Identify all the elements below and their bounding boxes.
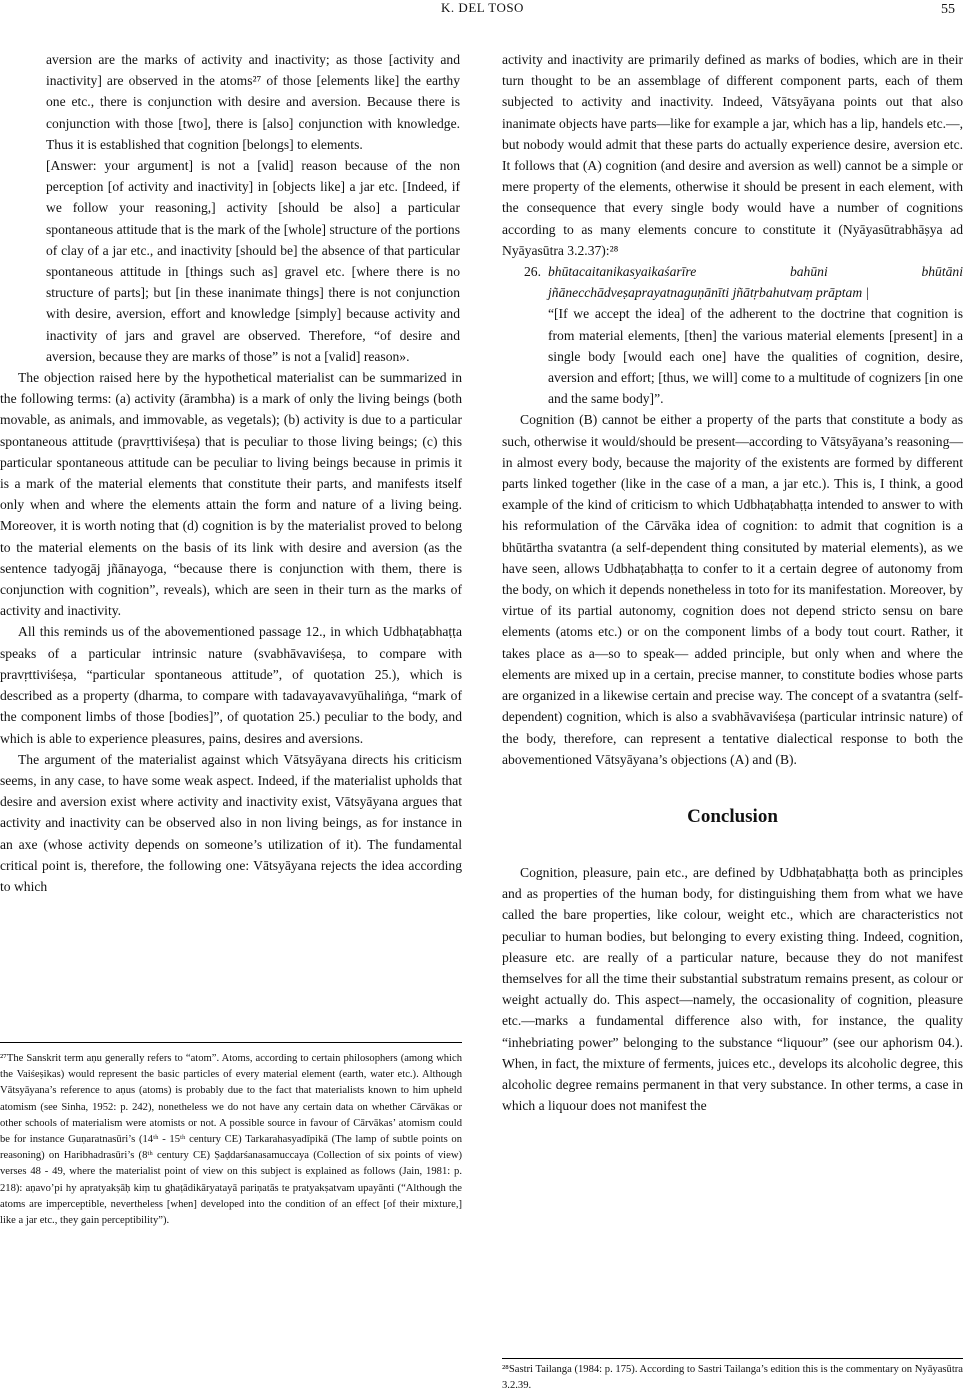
footnote-28 [502, 1358, 963, 1394]
body-paragraph: The argument of the materialist against which Vātsyāyana directs his criticism seems, in any case, to have some weak aspect. Indeed, if the materialist upholds that desire and aversion exist where activity and inactivity exist, Vātsyāyana argues that activity and inactivity can be observed also in non living beings, as for instance in an axe (whose activity depends on someone’s utilization of it). The fundamental critical point is, therefore, the following one: Vātsyāyana rejects the idea according to which [0, 751, 462, 894]
body-paragraph: The objection raised here by the hypothetical materialist can be summarized in the following terms: (a) activity (ārambha) is a mark of only the living beings (both movable, as animals, and immovable, as vegetals); (b) activity is due to a particular spontaneous attitude (pravṛttiviśeṣa) that is peculiar to those living beings; (c) this particular spontaneous attitude can be peculiar to living beings because in primis it is a mark of the material elements that constitute their parts, and manifests itself only when and where the elements attain the form and nature of a living being. Moreover, it is worth noting that (d) cognition is by the materialist proved to belong to the material elements on the basis of its link with desire and aversion (as the sentence tadyogāj jñānayoga, “because there is conjunction with them, there is conjunction with cognition”, reveals), which are seen in their turn as the marks of activity and inactivity. [0, 370, 462, 619]
quote-number: 26. [524, 264, 541, 280]
body-paragraph: All this reminds us of the abovementioned passage 12., in which Udbhaṭabhaṭṭa speaks of a particular intrinsic nature (svabhāvaviśeṣa, to compare with pravṛttiviśeṣa, “particular spontaneous attitude”, of quotation 25.), which is described as a property (dharma, to compare with tadavayavavyūhaliṅga, “mark of the component limbs of those [bodies]”, of quotation 25.) peculiar to the body, and which is able to experience pleasures, pains, desires and aversions. [0, 624, 462, 746]
right-column [502, 49, 963, 1116]
footnote-text: ²⁷The Sanskrit term aṇu generally refers to “atom”. Atoms, according to certain philosophers (among which the Vaiśeṣikas) would represent the basic particles of every material element (earth, water etc.). Although Vātsyāyana’s reference to aṇus (atoms) is probably due to the fact that materialists known to him upheld atomism (see Sinha, 1952: p. 242), nonetheless we do not have any certain data on whether Cārvākas or other schools of materialism were atomists or not. A possible source in favour of Cārvākas’ atomism could be for instance Guṇaratnasūri’s (14ᵗʰ - 15ᵗʰ century CE) Tarkarahasyadīpikā (The lamp of subtle points on reasoning) on Haribhadrasūri’s (8ᵗʰ century CE) Ṣaḍdarśanasamuccaya (Collection of six points of view) verses 48 - 49, where the materialist point of view on this subject is explained as follows (Jain, 1981: p. 218): aṇavo’pi hy apratyakṣāḥ kiṃ tu ghaṭādikāryatayā pariṇatās te pratyakṣatvam upayānti (“Although the atoms are imperceptible, nevertheless [when] developed into the condition of an effect [of their mixture,] like a jar etc., they gain perceptibility”). [0, 1053, 462, 1227]
footnote-text: ²⁸Sastri Tailanga (1984: p. 175). According to Sastri Tailanga’s edition this is the commentary on Nyāyasūtra 3.2.39. [502, 1364, 963, 1392]
footnote-27 [0, 1042, 462, 1229]
body-paragraph: Cognition, pleasure, pain etc., are defined by Udbhaṭabhaṭṭa both as principles and as properties of the human body, for distinguishing them from what we have called the bare properties, like colour, weight etc., which are characteristics not peculiar to human bodies, but belonging to every existing thing. Indeed, cognition, pleasure etc. are really of a particular nature, because they do not manifest themselves for all the time their substantial substratum remains present, as colour or weight actually do. This aspect—namely, the occasionality of cognition, pleasure etc.—marks a fundamental difference also with, for instance, the quality “inhebriating power” belonging to the substance “liquour” (see our aphorism 04.). When, in fact, the mixture of ferments, juices etc., develops its alcoholic degree, this alcoholic degree remains permanent in that very substance. In other terms, a case in which a liquour does not manifest the [502, 864, 963, 1114]
running-header-author: K. DEL TOSO [441, 0, 524, 15]
quote-paragraph: aversion are the marks of activity and inactivity; as those [activity and inactivity] are observed in the atoms²⁷ of those [elements like] the earthy one etc., there is conjunction with desire and aversion. Because there is conjunction with those [two], there is [also] conjunction with knowledge. Thus it is established that cognition [belongs] to elements. [46, 52, 460, 152]
page-number: 55 [941, 2, 955, 17]
body-paragraph: Cognition (B) cannot be either a property of the parts that constitute a body as such, otherwise it would/should be present—according to Vātsyāyana’s reasoning—in almost every body, because the majority of the existents are formed by different parts linked together (like in the case of a man, a jar etc.). This is, I think, a good example of the kind of criticism to which Udbhaṭabhaṭṭa intended to answer to with his reformulation of the Cārvāka idea of cognition: to admit that cognition is a bhūtārtha svatantra (a self-dependent thing consituted by material elements), as we have seen, allows Udbhaṭabhaṭṭa to confer to it a certain degree of autonomy from the body, on which it depends nonetheless in toto for its manifestation. Moreover, by virtue of its partial autonomy, cognition does not depend stricto sensu on bare elements (atoms etc.) or on the component limbs of a body tout court. Rather, it takes place as a—so to speak— added principle, but only when and where the elements are mixed up in a certain, precise manner, to constitute bodies whose parts are organized in a likewise certain and precise way. The concept of a svatantra (self-dependent) cognition, which is also a svabhāvaviśeṣa (particular intrinsic nature) of the body, therefore, can represent a tentative dialectical response to both the abovementioned Vātsyāyana’s objections (A) and (B). [502, 412, 963, 767]
quote-translation: “[If we accept the idea] of the adherent to the doctrine that cognition is from material elements, [then] the various material elements [present] in a single body [would each one] have the qualities of cognition, desire, aversion and effort; [thus, we will] come to a multitude of cognizers [in one and the same body]”. [548, 306, 963, 407]
section-heading-conclusion: Conclusion [687, 805, 778, 827]
quote-paragraph: [Answer: your argument] is not a [valid] reason because of the non perception [of activity and inactivity] in [objects like] a jar etc. [Indeed, if we follow your reasoning,] activity [should be also] a particular spontaneous attitude that is the mark of the [whole] structure of the portions of clay of a jar etc., and inactivity [should be] the absence of that particular spontaneous attitude in [things such as] gravel etc. [where there is no structure of parts]; but [in these inanimate things] there is not conjunction with desire, aversion, effort and knowledge [simply] because activity and inactivity of jars and gravel are observed. Therefore, “of desire and aversion, because they are marks of those” is not a [valid] reason». [46, 158, 460, 364]
body-paragraph: activity and inactivity are primarily defined as marks of bodies, which are in their turn thought to be an assemblage of different component parts, each of them subjected to activity and inactivity. Indeed, Vātsyāyana points out that also inanimate objects have parts—like for example a jar, which has a lip, handels etc.—, but nobody would admit that these parts do actually experience desire, aversion etc. It follows that (A) cognition (and desire and aversion as well) cannot be a simple or mere property of the elements, otherwise it should be present in each element, with the consequence that every single body would have a number of cognitions according to as many elements concure to constitute it (Nyāyasūtrabhāṣya ad Nyāyasūtra 3.2.37):²⁸ [502, 52, 963, 258]
block-quote-26 [524, 261, 963, 303]
block-quote-25 [0, 49, 462, 367]
quote-sanskrit: bhūtacaitanikasyaikaśarīre bahūni bhūtāni jñānecchādveṣaprayatnaguṇānīti jñātṛbahutvaṃ prāptam | [548, 264, 963, 301]
running-header [0, 0, 965, 22]
quote-translation-block [502, 303, 963, 409]
left-column [0, 49, 462, 897]
